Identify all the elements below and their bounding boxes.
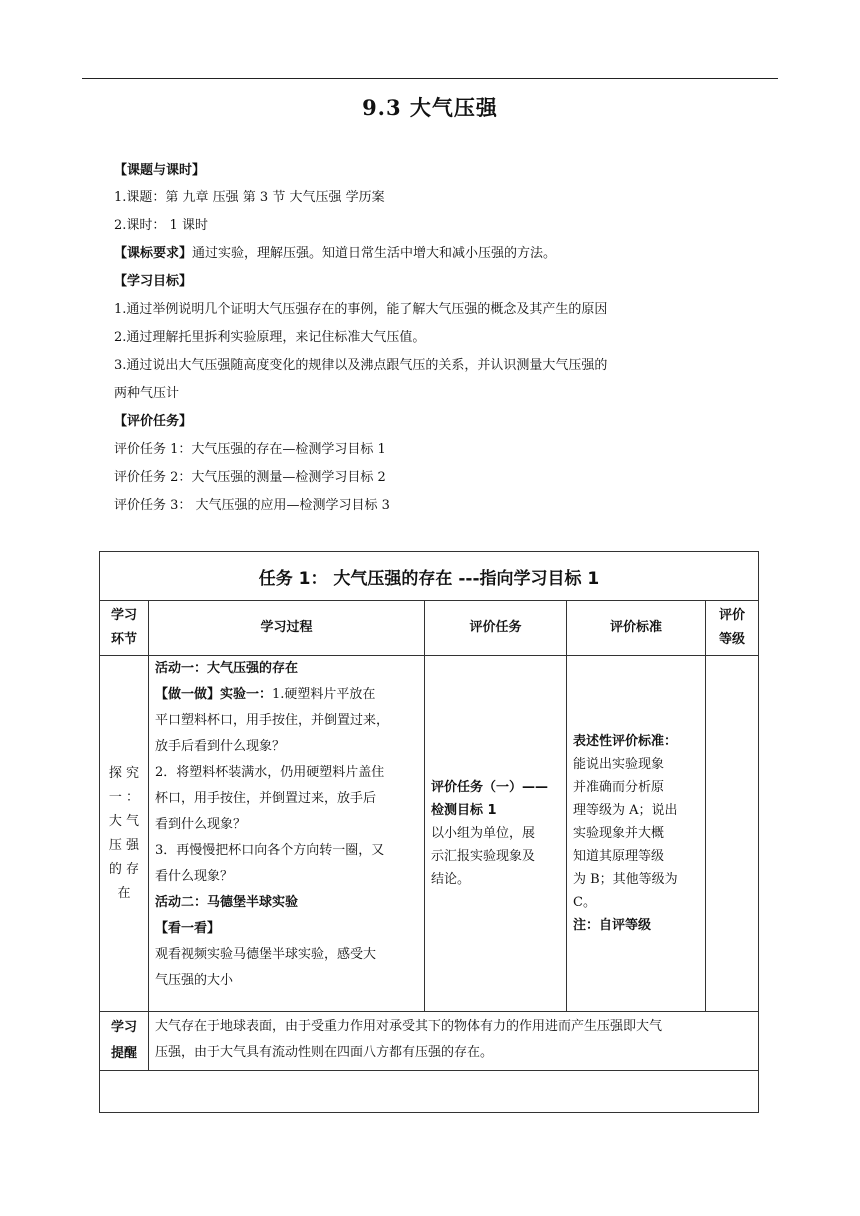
stage-line: 在 — [117, 885, 131, 901]
reminder-label — [100, 1012, 149, 1071]
standard-line: 能说出实验现象 — [573, 757, 665, 772]
process-line: 看什么现象？ — [155, 869, 234, 884]
task-line: 以小组为单位，展 — [431, 826, 536, 841]
stage-line: 压 强 — [108, 837, 140, 853]
standard-line: 理等级为 A；说出 — [573, 803, 678, 818]
process-line: 活动二：马德堡半球实验 — [155, 895, 299, 910]
process-line-rest: 1.硬塑料片平放在 — [272, 687, 376, 702]
header-level — [706, 601, 759, 656]
topic-line: 1.课题：第 九章 压强 第 3 节 大气压强 学历案 — [114, 190, 385, 205]
stage-line: 的 存 — [108, 861, 140, 877]
standard-line: C。 — [573, 895, 596, 910]
level-cell — [706, 656, 759, 1012]
process-line: 平口塑料杯口，用手按住，并倒置过来， — [155, 713, 390, 728]
standard-requirement — [114, 246, 556, 262]
eval-task-2: 评价任务 2：大气压强的测量—检测学习目标 2 — [114, 470, 386, 485]
task-line: 示汇报实验现象及 — [431, 849, 536, 864]
eval-task-3: 评价任务 3： 大气压强的应用—检测学习目标 3 — [114, 498, 390, 513]
process-line: 放手后看到什么现象？ — [155, 739, 286, 754]
goal-3-line-1: 3.通过说出大气压强随高度变化的规律以及沸点跟气压的关系，并认识测量大气压强的 — [114, 358, 608, 373]
standard-text: 通过实验，理解压强。知道日常生活中增大和减小压强的方法。 — [192, 246, 557, 261]
process-cell — [149, 656, 425, 1012]
stage-line: 探 究 — [108, 765, 140, 781]
header-stage-line-1: 学习 — [110, 608, 137, 623]
goals-heading: 【学习目标】 — [114, 274, 193, 289]
reminder-line-1: 大气存在于地球表面，由于受重力作用对承受其下的物体有力的作用进而产生压强即大气 — [155, 1019, 663, 1034]
task-line: 检测目标 1 — [431, 803, 497, 818]
standard-line: 表述性评价标准： — [573, 734, 678, 749]
goal-2: 2.通过理解托里拆利实验原理，来记住标准大气压值。 — [114, 330, 426, 345]
process-line: 3．再慢慢把杯口向各个方向转一圈，又 — [155, 843, 385, 858]
process-line: 杯口，用手按住，并倒置过来，放手后 — [155, 791, 377, 806]
stage-cell — [100, 656, 149, 1012]
empty-row — [100, 1071, 759, 1113]
top-rule — [82, 78, 778, 79]
header-level-line-2: 等级 — [719, 632, 746, 647]
standard-line: 为 B；其他等级为 — [573, 872, 678, 887]
standard-cell — [567, 656, 706, 1012]
process-line: 2．将塑料杯装满水，仍用硬塑料片盖住 — [155, 765, 385, 780]
reminder-label-line-2: 提醒 — [110, 1046, 137, 1061]
header-standard: 评价标准 — [567, 601, 706, 656]
process-line: 活动一：大气压强的存在 — [155, 661, 299, 676]
process-line: 【看一看】 — [155, 921, 221, 936]
eval-task-1: 评价任务 1：大气压强的存在—检测学习目标 1 — [114, 442, 386, 457]
standard-line: 并准确而分析原 — [573, 780, 665, 795]
header-task: 评价任务 — [425, 601, 567, 656]
header-stage-line-2: 环节 — [110, 632, 137, 647]
process-line: 气压强的大小 — [155, 973, 234, 988]
document-title: 9.3 大气压强 — [362, 95, 498, 120]
task-table — [99, 551, 759, 1113]
task-title: 任务 1： 大气压强的存在 ---指向学习目标 1 — [100, 552, 759, 601]
reminder-text — [149, 1012, 759, 1071]
reminder-line-2: 压强，由于大气具有流动性则在四面八方都有压强的存在。 — [155, 1045, 494, 1060]
hours-line: 2.课时： 1 课时 — [114, 218, 208, 233]
reminder-label-line-1: 学习 — [110, 1020, 137, 1035]
header-stage — [100, 601, 149, 656]
standard-line: 知道其原理等级 — [573, 849, 665, 864]
stage-line: 大 气 — [108, 813, 140, 829]
process-line: 看到什么现象？ — [155, 817, 247, 832]
goal-3-line-2: 两种气压计 — [114, 386, 180, 401]
standard-heading: 【课标要求】 — [114, 246, 193, 261]
process-line: 观看视频实验马德堡半球实验，感受大 — [155, 947, 377, 962]
stage-line: 一 ： — [108, 789, 140, 805]
task-cell — [425, 656, 567, 1012]
task-line: 结论。 — [431, 872, 471, 887]
header-level-line-1: 评价 — [719, 608, 746, 623]
process-line — [155, 682, 418, 708]
process-line-lead: 【做一做】实验一： — [155, 687, 273, 702]
task-line: 评价任务（一）—— — [431, 780, 549, 795]
standard-line: 注：自评等级 — [573, 918, 652, 933]
standard-line: 实验现象并大概 — [573, 826, 665, 841]
topic-heading: 【课题与课时】 — [114, 163, 206, 178]
goal-1: 1.通过举例说明几个证明大气压强存在的事例，能了解大气压强的概念及其产生的原因 — [114, 302, 608, 317]
eval-heading: 【评价任务】 — [114, 414, 193, 429]
header-process: 学习过程 — [149, 601, 425, 656]
